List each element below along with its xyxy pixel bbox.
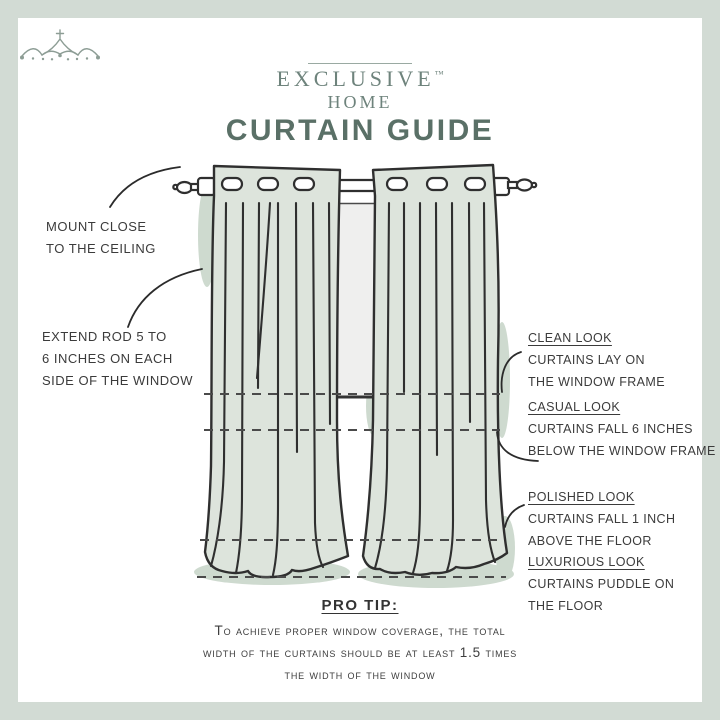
- pro-tip-line: the width of the window: [284, 667, 436, 682]
- look-heading: CASUAL LOOK: [528, 400, 621, 414]
- look-heading: LUXURIOUS LOOK: [528, 555, 645, 569]
- pro-tip-line: width of the curtains should be at least 1.5 times: [202, 645, 518, 660]
- rod-finial-right: [492, 178, 536, 195]
- annotation-line: BELOW THE WINDOW FRAME: [528, 444, 716, 458]
- annotation-line: TO THE CEILING: [46, 241, 156, 256]
- annotation-line: CURTAINS FALL 1 INCH: [528, 512, 676, 526]
- annotation-line: 6 INCHES ON EACH: [42, 351, 173, 366]
- grommets-left: [222, 178, 314, 190]
- grommets-right: [387, 178, 485, 190]
- page-title: CURTAIN GUIDE: [225, 114, 495, 147]
- pro-tip-line: To achieve proper window coverage, the total: [214, 623, 506, 638]
- annotation-clean-look: [528, 327, 665, 393]
- annotation-line: CURTAINS PUDDLE ON: [528, 577, 675, 591]
- annotation-line: ABOVE THE FLOOR: [528, 534, 652, 548]
- trademark-symbol: ™: [434, 69, 444, 79]
- annotation-casual-look: [528, 396, 716, 462]
- brand-name-text: EXCLUSIVE: [276, 66, 435, 91]
- pointer-mount-ceiling: [110, 167, 180, 207]
- annotation-line: CURTAINS FALL 6 INCHES: [528, 422, 693, 436]
- look-heading: CLEAN LOOK: [528, 331, 612, 345]
- annotation-mount-ceiling: [46, 216, 156, 260]
- brand-home: HOME: [327, 92, 393, 112]
- annotation-line: THE FLOOR: [528, 599, 604, 613]
- pointer-extend-rod: [128, 269, 202, 327]
- curtain-panel-left: [205, 166, 348, 577]
- annotation-line: THE WINDOW FRAME: [528, 375, 665, 389]
- annotation-line: EXTEND ROD 5 TO: [42, 329, 167, 344]
- annotation-polished-look: [528, 486, 675, 552]
- annotation-line: MOUNT CLOSE: [46, 219, 147, 234]
- annotation-line: SIDE OF THE WINDOW: [42, 373, 194, 388]
- pro-tip-heading-text: PRO TIP:: [321, 597, 399, 614]
- annotation-line: CURTAINS LAY ON: [528, 353, 645, 367]
- look-heading: POLISHED LOOK: [528, 490, 635, 504]
- rod-finial-left: [173, 178, 215, 195]
- pro-tip-heading: [0, 597, 720, 614]
- annotation-extend-rod: [42, 326, 193, 392]
- pro-tip-body: [150, 620, 570, 686]
- curtain-panel-right: [363, 165, 507, 575]
